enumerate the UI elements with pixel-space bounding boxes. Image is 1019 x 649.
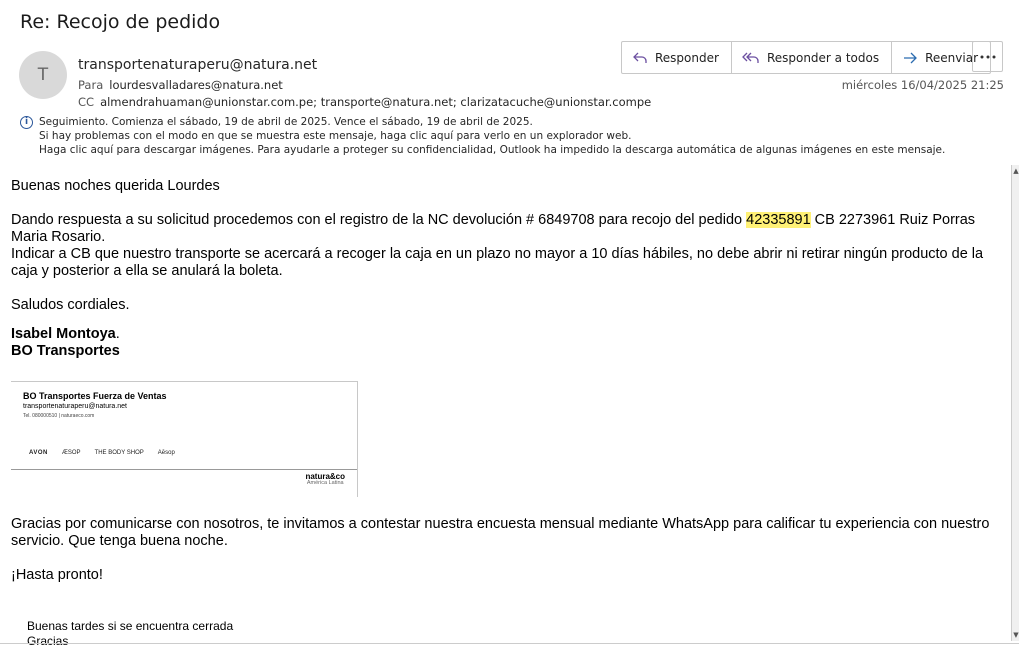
brand-aesop-logo: ÆSOP	[61, 450, 81, 456]
to-recipient[interactable]: lourdesvalladares@natura.net	[109, 78, 283, 92]
quoted-note-line-2: Gracias	[27, 634, 69, 648]
message-body	[11, 178, 1005, 360]
followup-info: Seguimiento. Comienza el sábado, 19 de abril de 2025. Vence el sábado, 19 de abril de 2025.	[39, 116, 533, 128]
natura-logo-text: natura&co	[305, 472, 345, 481]
forward-label: Reenviar	[925, 50, 979, 65]
signer-team: BO Transportes	[11, 343, 120, 359]
more-dots-icon	[980, 55, 996, 59]
signature-divider	[11, 469, 357, 470]
farewell: ¡Hasta pronto!	[11, 567, 103, 583]
greeting: Buenas noches querida Lourdes	[11, 178, 220, 194]
brand-avon: AVON	[29, 450, 48, 456]
download-images-link[interactable]: Haga clic aquí para descargar imágenes. Para ayudarle a proteger su confidencialidad, Outlook ha impedido la descarga automática de algunas imágenes en este mensaje.	[39, 144, 946, 156]
signature-title: BO Transportes Fuerza de Ventas	[23, 391, 167, 401]
natura-logo	[305, 473, 345, 487]
message-actions	[621, 41, 991, 74]
sender-avatar[interactable]: T	[19, 51, 67, 99]
more-actions-button[interactable]	[972, 41, 1003, 72]
reply-button[interactable]	[622, 42, 731, 73]
scroll-down-icon[interactable]: ▼	[1013, 631, 1019, 639]
thanks-paragraph: Gracias por comunicarse con nosotros, te invitamos a contestar nuestra encuesta mensual mediante WhatsApp para calificar tu experiencia con nuestro servicio. Que tenga buena noche.	[11, 516, 990, 549]
message-subject: Re: Recojo de pedido	[20, 11, 221, 33]
brand-body-shop: THE BODY SHOP	[94, 450, 144, 456]
vertical-scrollbar[interactable]	[1011, 165, 1019, 641]
cc-recipients[interactable]: almendrahuaman@unionstar.com.pe; transporte@natura.net; clarizatacuche@unionstar.compe	[100, 95, 652, 109]
reply-label: Responder	[655, 50, 719, 65]
view-in-browser-link[interactable]: Si hay problemas con el modo en que se muestra este mensaje, haga clic aquí para verlo en un explorador web.	[39, 130, 632, 142]
p1-text-a: Dando respuesta a su solicitud procedemos con el registro de la NC devolución # 6849708 para recojo del pedido	[11, 212, 747, 228]
reply-all-button[interactable]	[731, 42, 891, 73]
reply-icon	[632, 51, 648, 65]
cc-row	[78, 95, 651, 109]
signature-tel: Tel. 080000510 | naturaeco.com	[23, 413, 95, 419]
scroll-up-icon[interactable]: ▲	[1013, 167, 1019, 175]
paragraph-1	[11, 212, 1005, 246]
signer-name-line	[11, 326, 1005, 343]
sender-address[interactable]: transportenaturaperu@natura.net	[78, 57, 318, 73]
info-icon: i	[20, 116, 33, 129]
order-number-highlight: 42335891	[746, 212, 811, 228]
bottom-border	[0, 643, 1019, 644]
cc-label: CC	[78, 95, 95, 109]
closing: Saludos cordiales.	[11, 297, 130, 313]
signature-brands	[29, 450, 175, 456]
info-bar	[20, 115, 945, 157]
reply-all-icon	[742, 51, 760, 65]
to-label: Para	[78, 78, 104, 92]
quoted-note	[27, 619, 233, 649]
signature-image	[11, 381, 358, 497]
quoted-note-line-1: Buenas tardes si se encuentra cerrada	[27, 619, 234, 633]
message-body-continued	[11, 516, 1005, 584]
to-row	[78, 78, 283, 92]
p1-text-b: CB 2273961 Ruiz Porras Maria Rosario.	[11, 212, 976, 245]
forward-arrow-icon	[902, 51, 918, 65]
brand-aesop: Aēsop	[157, 450, 175, 456]
signer-name-suffix: .	[115, 326, 120, 342]
message-date: miércoles 16/04/2025 21:25	[841, 78, 1004, 92]
paragraph-2: Indicar a CB que nuestro transporte se acercará a recoger la caja en un plazo no mayor a 10 días hábiles, no debe abrir ni retirar ningún producto de la caja y posterior a ella se anulará la boleta.	[11, 246, 984, 279]
signer-name: Isabel Montoya	[11, 326, 116, 342]
signature-email[interactable]: transportenaturaperu@natura.net	[23, 403, 128, 410]
reply-all-label: Responder a todos	[766, 50, 880, 65]
natura-logo-sub: América Latina	[306, 480, 344, 486]
